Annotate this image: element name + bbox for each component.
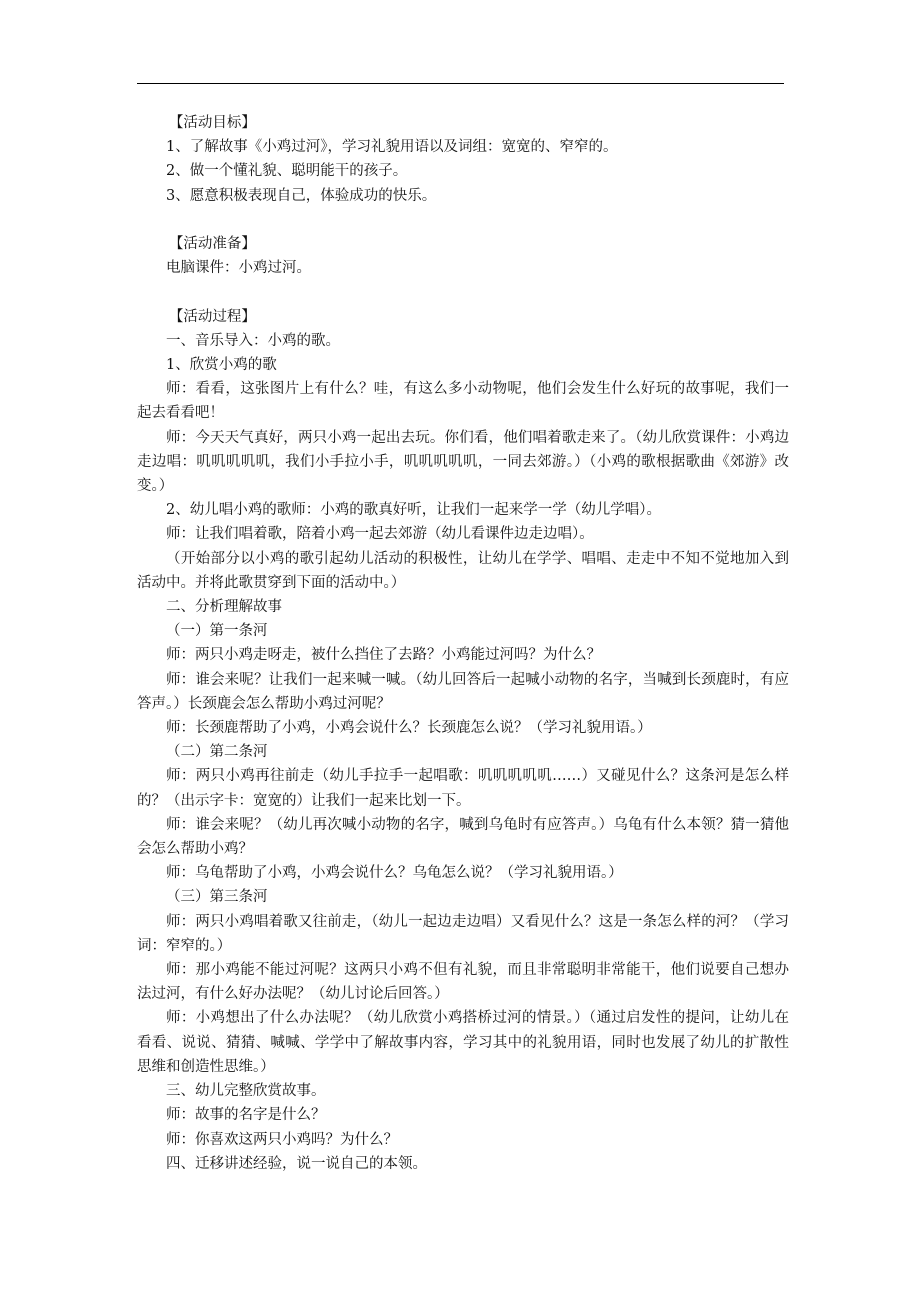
section-gap [137,280,789,304]
process-paragraph: 师：那小鸡能不能过河呢？这两只小鸡不但有礼貌，而且非常聪明非常能干，他们说要自己想办法过河，有什么好办法呢？（幼儿讨论后回答。） [137,962,789,1003]
document-body [137,111,789,1176]
process-paragraph: （一）第一条河 [166,623,268,640]
process-paragraph: 1、欣赏小鸡的歌 [166,357,277,373]
header-rule [137,83,784,84]
process-paragraph: 一、音乐导入：小鸡的歌。 [166,332,340,349]
process-paragraph: 师：两只小鸡走呀走，被什么挡住了去路？小鸡能过河吗？为什么？ [166,647,601,664]
process-paragraph: 师：今天天气真好，两只小鸡一起出去玩。你们看，他们唱着歌走来了。（幼儿欣赏课件：小鸡边走边唱：叽叽叽叽叽，我们小手拉小手，叽叽叽叽叽，一同去郊游。）（小鸡的歌根据歌曲《郊游》改变。） [137,429,789,495]
process-paragraph: （开始部分以小鸡的歌引起幼儿活动的积极性，让幼儿在学学、唱唱、走走中不知不觉地加入到活动中。并将此歌贯穿到下面的活动中。） [137,550,789,591]
section-gap [137,208,789,232]
process-paragraph: 师：看看，这张图片上有什么？哇，有这么多小动物呢，他们会发生什么好玩的故事呢，我们一起去看看吧！ [137,381,789,422]
goal-item: 2、做一个懂礼貌、聪明能干的孩子。 [166,163,408,180]
process-paragraph: 二、分析理解故事 [166,599,282,616]
process-paragraph: 师：两只小鸡唱着歌又往前走，（幼儿一起边走边唱）又看见什么？这是一条怎么样的河？（学习词：窄窄的。） [137,913,789,954]
prep-item: 电脑课件：小鸡过河。 [166,260,311,277]
section-heading-prep: 【活动准备】 [168,236,256,252]
process-paragraph: 师：谁会来呢？让我们一起来喊一喊。（幼儿回答后一起喊小动物的名字，当喊到长颈鹿时，有应答声。）长颈鹿会怎么帮助小鸡过河呢？ [137,671,789,712]
process-paragraph: 四、迁移讲述经验，说一说自己的本领。 [166,1155,427,1172]
process-paragraph: （二）第二条河 [166,744,268,761]
process-paragraph: 师：小鸡想出了什么办法呢？（幼儿欣赏小鸡搭桥过河的情景。）（通过启发性的提问，让幼儿在看看、说说、猜猜、喊喊、学学中了解故事内容，学习其中的礼貌用语，同时也发展了幼儿的扩散性思维和创造性思维。） [137,1010,789,1075]
process-paragraph: 2、幼儿唱小鸡的歌师：小鸡的歌真好听，让我们一起来学一学（幼儿学唱）。 [166,502,661,519]
process-paragraph: 师：你喜欢这两只小鸡吗？为什么？ [166,1131,398,1148]
process-paragraph: 师：两只小鸡再往前走（幼儿手拉手一起唱歌：叽叽叽叽叽……）又碰见什么？这条河是怎么样的？（出示字卡：宽宽的）让我们一起来比划一下。 [137,768,789,809]
process-paragraph: 师：长颈鹿帮助了小鸡，小鸡会说什么？长颈鹿怎么说？（学习礼貌用语。） [166,720,652,737]
process-paragraph: 师：乌龟帮助了小鸡，小鸡会说什么？乌龟怎么说？（学习礼貌用语。） [166,865,623,882]
section-heading-process: 【活动过程】 [168,308,256,325]
process-paragraph: （三）第三条河 [166,889,268,906]
process-paragraph: 三、幼儿完整欣赏故事。 [166,1083,326,1100]
goal-item: 3、愿意积极表现自己，体验成功的快乐。 [166,187,437,204]
process-paragraph: 师：让我们唱着歌，陪着小鸡一起去郊游（幼儿看课件边走边唱）。 [166,526,594,543]
process-paragraph: 师：故事的名字是什么？ [166,1107,326,1124]
process-paragraph: 师：谁会来呢？（幼儿再次喊小动物的名字，喊到乌龟时有应答声。）乌龟有什么本领？猜一猜他会怎么帮助小鸡？ [137,816,789,858]
section-heading-goals: 【活动目标】 [168,115,256,131]
goal-item: 1、了解故事《小鸡过河》，学习礼貌用语以及词组：宽宽的、窄窄的。 [166,139,618,156]
